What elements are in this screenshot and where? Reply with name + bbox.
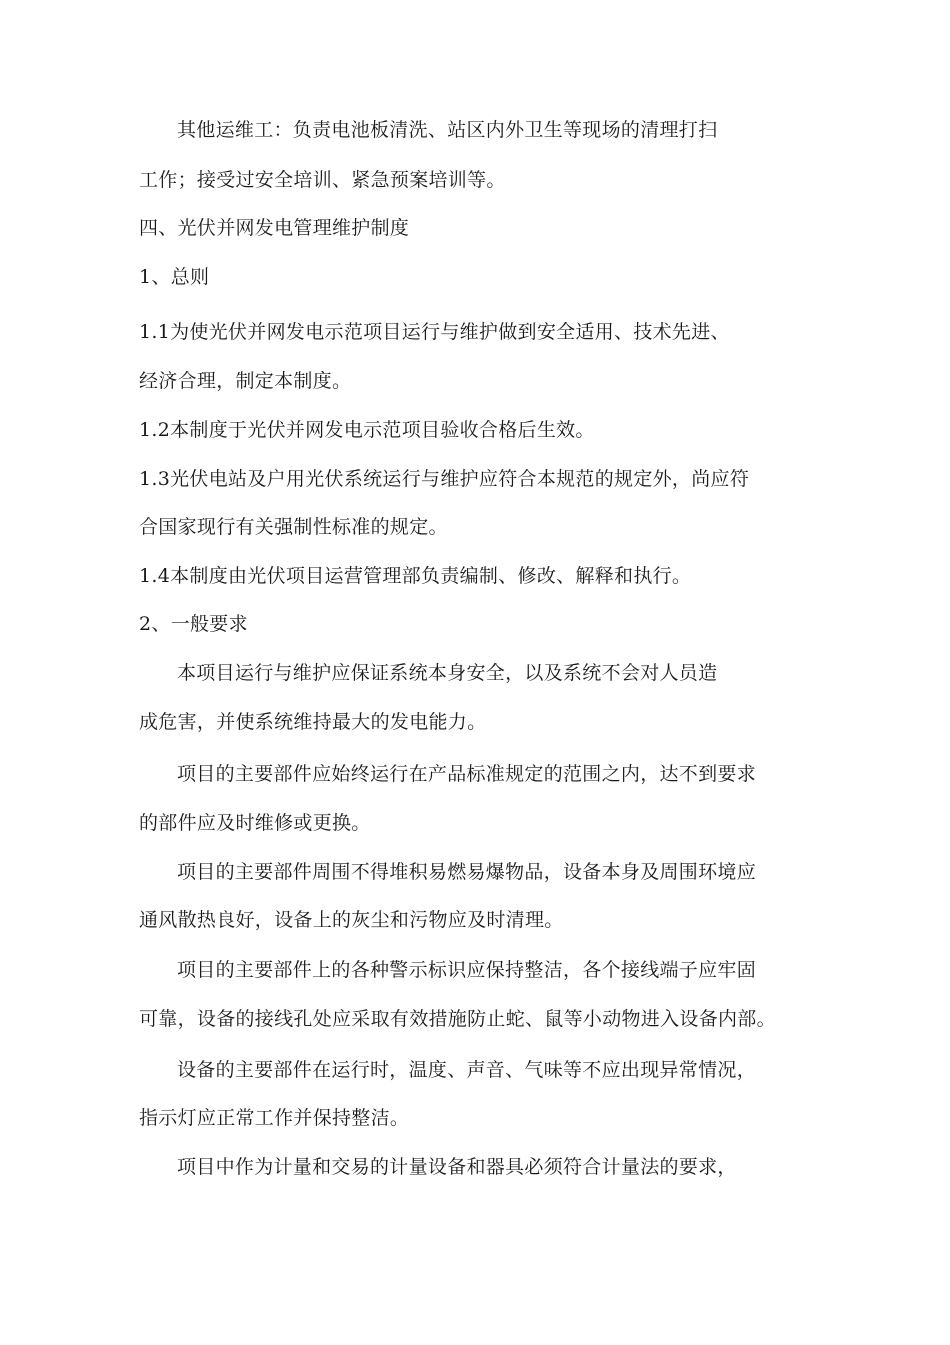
paragraph-line: 合国家现行有关强制性标准的规定。 bbox=[139, 516, 448, 538]
paragraph-line: 1.3光伏电站及户用光伏系统运行与维护应符合本规范的规定外，尚应符 bbox=[139, 468, 750, 490]
paragraph-line: 其他运维工：负责电池板清洗、站区内外卫生等现场的清理打扫 bbox=[177, 119, 718, 141]
paragraph-line: 1.2本制度于光伏并网发电示范项目验收合格后生效。 bbox=[139, 419, 595, 441]
paragraph-line: 工作；接受过安全培训、紧急预案培训等。 bbox=[139, 169, 506, 191]
paragraph-line: 经济合理，制定本制度。 bbox=[139, 370, 352, 392]
paragraph-line: 项目的主要部件上的各种警示标识应保持整洁，各个接线端子应牢固 bbox=[177, 959, 757, 981]
section-heading: 四、光伏并网发电管理维护制度 bbox=[139, 217, 410, 239]
paragraph-line: 项目中作为计量和交易的计量设备和器具必须符合计量法的要求， bbox=[177, 1156, 737, 1178]
paragraph-line: 本项目运行与维护应保证系统本身安全，以及系统不会对人员造 bbox=[177, 662, 718, 684]
paragraph-line: 指示灯应正常工作并保持整洁。 bbox=[139, 1107, 410, 1129]
paragraph-line: 通风散热良好，设备上的灰尘和污物应及时清理。 bbox=[139, 909, 564, 931]
paragraph-line: 1.1为使光伏并网发电示范项目运行与维护做到安全适用、技术先进、 bbox=[139, 321, 730, 343]
paragraph-line: 可靠，设备的接线孔处应采取有效措施防止蛇、鼠等小动物进入设备内部。 bbox=[139, 1008, 776, 1030]
paragraph-line: 设备的主要部件在运行时，温度、声音、气味等不应出现异常情况， bbox=[177, 1059, 757, 1081]
paragraph-line: 项目的主要部件周围不得堆积易燃易爆物品，设备本身及周围环境应 bbox=[177, 861, 757, 883]
subsection-heading: 2、一般要求 bbox=[139, 613, 248, 635]
paragraph-line: 成危害，并使系统维持最大的发电能力。 bbox=[139, 711, 487, 733]
paragraph-line: 项目的主要部件应始终运行在产品标准规定的范围之内，达不到要求 bbox=[177, 763, 757, 785]
paragraph-line: 的部件应及时维修或更换。 bbox=[139, 812, 371, 834]
subsection-heading: 1、总则 bbox=[139, 266, 210, 288]
paragraph-line: 1.4本制度由光伏项目运营管理部负责编制、修改、解释和执行。 bbox=[139, 565, 692, 587]
